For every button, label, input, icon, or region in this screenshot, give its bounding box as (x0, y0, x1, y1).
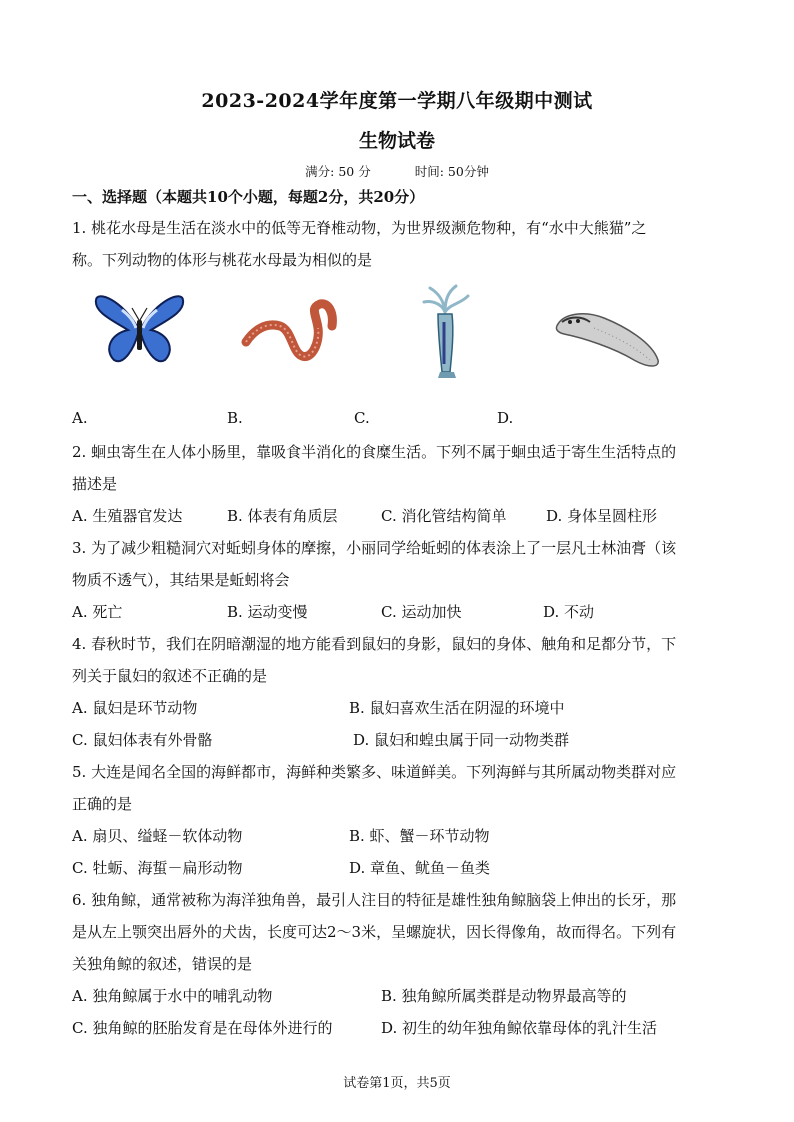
q2-option-b: B. 体表有角质层 (227, 507, 338, 525)
q5-option-a: A. 扇贝、缢蛏－软体动物 (72, 827, 243, 845)
q3-line1: 3. 为了减少粗糙洞穴对蚯蚓身体的摩擦，小丽同学给蚯蚓的体表涂上了一层凡士林油膏（该 (72, 539, 677, 557)
q1-option-a: A. (72, 409, 88, 427)
q6-line3: 关独角鲸的叙述，错误的是 (72, 955, 253, 973)
q5-option-b: B. 虾、蟹－环节动物 (349, 827, 490, 845)
q1-option-b: B. (227, 409, 243, 427)
q1-line1: 1. 桃花水母是生活在淡水中的低等无脊椎动物，为世界级濒危物种，有“水中大熊猫”之 (72, 219, 647, 237)
q1-line2: 称。下列动物的体形与桃花水母最为相似的是 (72, 251, 373, 269)
exam-title: 2023-2024学年度第一学期八年级期中测试 (201, 90, 593, 112)
q1-option-d: D. (497, 409, 514, 427)
q3-option-b: B. 运动变慢 (227, 603, 308, 621)
q2-option-d: D. 身体呈圆柱形 (546, 507, 658, 525)
q3-option-a: A. 死亡 (72, 603, 123, 621)
q2-option-a: A. 生殖器官发达 (72, 507, 183, 525)
butterfly-image (92, 290, 187, 365)
q3-option-d: D. 不动 (543, 603, 595, 621)
q5-option-d: D. 章鱼、鱿鱼－鱼类 (349, 859, 491, 877)
q6-option-b: B. 独角鲸所属类群是动物界最高等的 (381, 987, 627, 1005)
q5-option-c: C. 牡蛎、海蜇－扁形动物 (72, 859, 243, 877)
q5-line2: 正确的是 (72, 795, 133, 813)
time-limit: 时间: 50分钟 (414, 164, 489, 179)
q2-line2: 描述是 (72, 475, 118, 493)
q4-line2: 列关于鼠妇的叙述不正确的是 (72, 667, 268, 685)
q3-line2: 物质不透气），其结果是蚯蚓将会 (72, 571, 290, 589)
q2-option-c: C. 消化管结构简单 (381, 507, 507, 525)
earthworm-image (240, 292, 340, 372)
q4-option-d: D. 鼠妇和蝗虫属于同一动物类群 (353, 731, 570, 749)
flatworm-image (554, 302, 664, 372)
hydra-image (418, 282, 473, 382)
q1-option-c: C. (354, 409, 370, 427)
q6-option-c: C. 独角鲸的胚胎发育是在母体外进行的 (72, 1019, 333, 1037)
q4-line1: 4. 春秋时节，我们在阴暗潮湿的地方能看到鼠妇的身影，鼠妇的身体、触角和足都分节，下 (72, 635, 677, 653)
q4-option-b: B. 鼠妇喜欢生活在阴湿的环境中 (349, 699, 565, 717)
q6-option-a: A. 独角鲸属于水中的哺乳动物 (72, 987, 273, 1005)
exam-subject: 生物试卷 (358, 130, 435, 152)
q5-line1: 5. 大连是闻名全国的海鲜都市，海鲜种类繁多、味道鲜美。下列海鲜与其所属动物类群对应 (72, 763, 677, 781)
section-heading: 一、选择题（本题共10个小题，每题2分，共20分） (72, 188, 425, 206)
q4-option-a: A. 鼠妇是环节动物 (72, 699, 198, 717)
q3-option-c: C. 运动加快 (381, 603, 462, 621)
full-score: 满分: 50 分 (305, 164, 371, 179)
page-footer: 试卷第1页，共5页 (343, 1076, 451, 1091)
q4-option-c: C. 鼠妇体表有外骨骼 (72, 731, 213, 749)
q6-option-d: D. 初生的幼年独角鲸依靠母体的乳汁生活 (381, 1019, 658, 1037)
exam-meta (0, 162, 794, 180)
q6-line2: 是从左上颚突出唇外的犬齿，长度可达2～3米，呈螺旋状，因长得像角，故而得名。下列有 (72, 923, 677, 941)
q2-line1: 2. 蛔虫寄生在人体小肠里，靠吸食半消化的食糜生活。下列不属于蛔虫适于寄生生活特点的 (72, 443, 677, 461)
q6-line1: 6. 独角鲸，通常被称为海洋独角兽，最引人注目的特征是雄性独角鲸脑袋上伸出的长牙，那 (72, 891, 677, 909)
